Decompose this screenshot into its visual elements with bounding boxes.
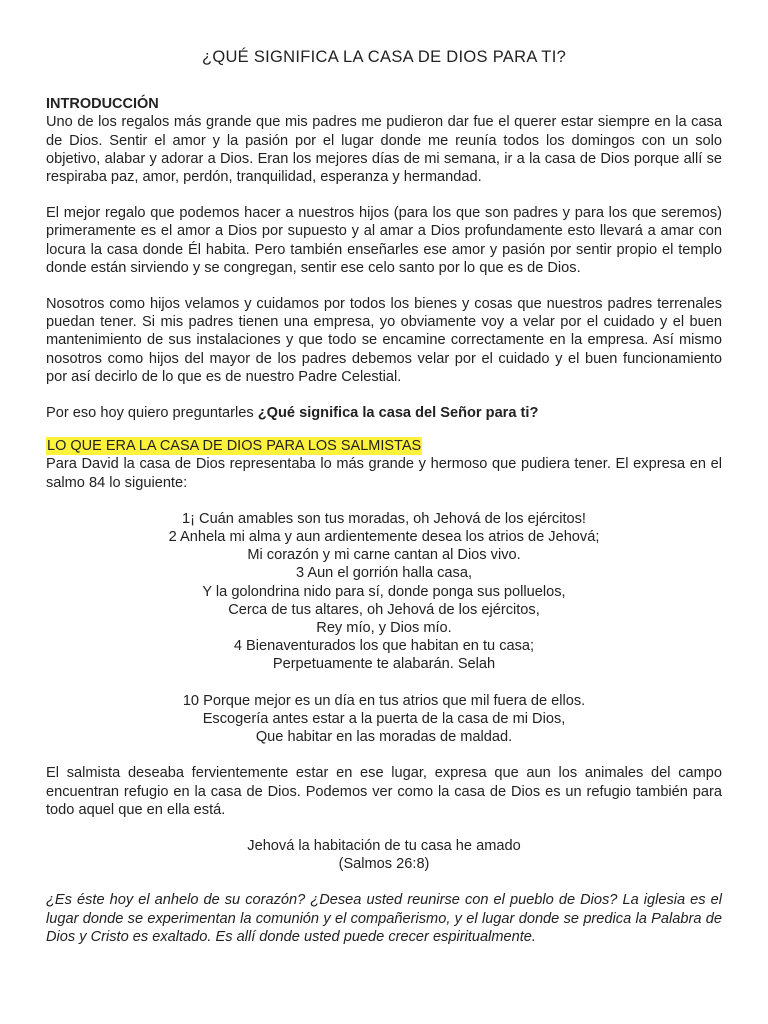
psalm-26-quote bbox=[46, 837, 722, 873]
quote-line: Jehová la habitación de tu casa he amado bbox=[247, 837, 521, 854]
verse-line: Y la golondrina nido para sí, donde ponga sus polluelos, bbox=[202, 583, 566, 600]
verse-line: 4 Bienaventurados los que habitan en tu casa; bbox=[233, 638, 535, 655]
verse-line: 1¡ Cuán amables son tus moradas, oh Jehová de los ejércitos! bbox=[182, 510, 586, 527]
psalm-84-verses-b bbox=[46, 692, 722, 747]
intro-paragraph-2: El mejor regalo que podemos hacer a nuestros hijos (para los que son padres y para los que seremos) primeramente es el amor a Dios por supuesto y al amar a Dios profundamente esto llevará a amar con locura la casa donde Él habita. Pero también enseñarles ese amor y pasión por sentir propio el templo donde están sirviendo y se congregan, sentir ese celo santo por lo que es de Dios. bbox=[46, 205, 722, 276]
intro-heading: INTRODUCCIÓN bbox=[46, 96, 159, 113]
psalmist-heading: LO QUE ERA LA CASA DE DIOS PARA LOS SALMISTAS bbox=[47, 438, 422, 455]
verse-line: Rey mío, y Dios mío. bbox=[316, 620, 452, 637]
verse-line: Escogería antes estar a la puerta de la casa de mi Dios, bbox=[202, 710, 566, 727]
verse-line: 3 Aun el gorrión halla casa, bbox=[295, 565, 473, 582]
verse-line: Cerca de tus altares, oh Jehová de los ejércitos, bbox=[228, 601, 540, 618]
closing-italic-paragraph: ¿Es éste hoy el anhelo de su corazón? ¿Desea usted reunirse con el pueblo de Dios? La iglesia es el lugar donde se experimentan la comunión y el compañerismo, y el lugar donde se predica la Palabra de Dios y Cristo es exaltado. Es allí donde usted puede crecer espiritualmente. bbox=[46, 892, 722, 945]
question-bold: ¿Qué significa la casa del Señor para ti? bbox=[257, 405, 539, 422]
document-title: ¿QUÉ SIGNIFICA LA CASA DE DIOS PARA TI? bbox=[201, 48, 567, 66]
verse-line: 10 Porque mejor es un día en tus atrios que mil fuera de ellos. bbox=[182, 692, 586, 709]
question-prefix: Por eso hoy quiero preguntarles bbox=[46, 405, 258, 422]
david-paragraph: Para David la casa de Dios representaba lo más grande y hermoso que pudiera tener. El expresa en el salmo 84 lo siguiente: bbox=[46, 456, 722, 491]
salmista-paragraph: El salmista deseaba fervientemente estar en ese lugar, expresa que aun los animales del campo encuentran refugio en la casa de Dios. Podemos ver como la casa de Dios es un refugio también para todo aquel que en ella está. bbox=[46, 765, 722, 818]
intro-paragraph-1: Uno de los regalos más grande que mis padres me pudieron dar fue el querer estar siempre en la casa de Dios. Sentir el amor y la pasión por el lugar donde me reunía todos los domingos con un solo objetivo, alabar y adorar a Dios. Eran los mejores días de mi semana, ir a la casa de Dios porque allí se respiraba paz, amor, perdón, tranquilidad, esperanza y hermandad. bbox=[46, 114, 722, 186]
quote-reference: (Salmos 26:8) bbox=[338, 856, 430, 873]
document-page bbox=[46, 44, 722, 946]
verse-line: Mi corazón y mi carne cantan al Dios vivo. bbox=[247, 547, 521, 564]
verse-line: 2 Anhela mi alma y aun ardientemente desea los atrios de Jehová; bbox=[168, 529, 600, 546]
psalm-84-verses bbox=[46, 510, 722, 674]
question-paragraph bbox=[46, 404, 722, 422]
intro-paragraph-3: Nosotros como hijos velamos y cuidamos por todos los bienes y cosas que nuestros padres terrenales puedan tener. Si mis padres tienen una empresa, yo obviamente voy a velar por el cuidado y el buen mantenimiento de sus instalaciones y que todo se encamine correctamente en la empresa. Así mismo nosotros como hijos del mayor de los padres debemos velar por el cuidado y el buen funcionamiento por así decirlo de lo que es de nuestro Padre Celestial. bbox=[46, 296, 722, 385]
verse-line: Perpetuamente te alabarán. Selah bbox=[272, 656, 496, 673]
verse-line: Que habitar en las moradas de maldad. bbox=[255, 729, 513, 746]
